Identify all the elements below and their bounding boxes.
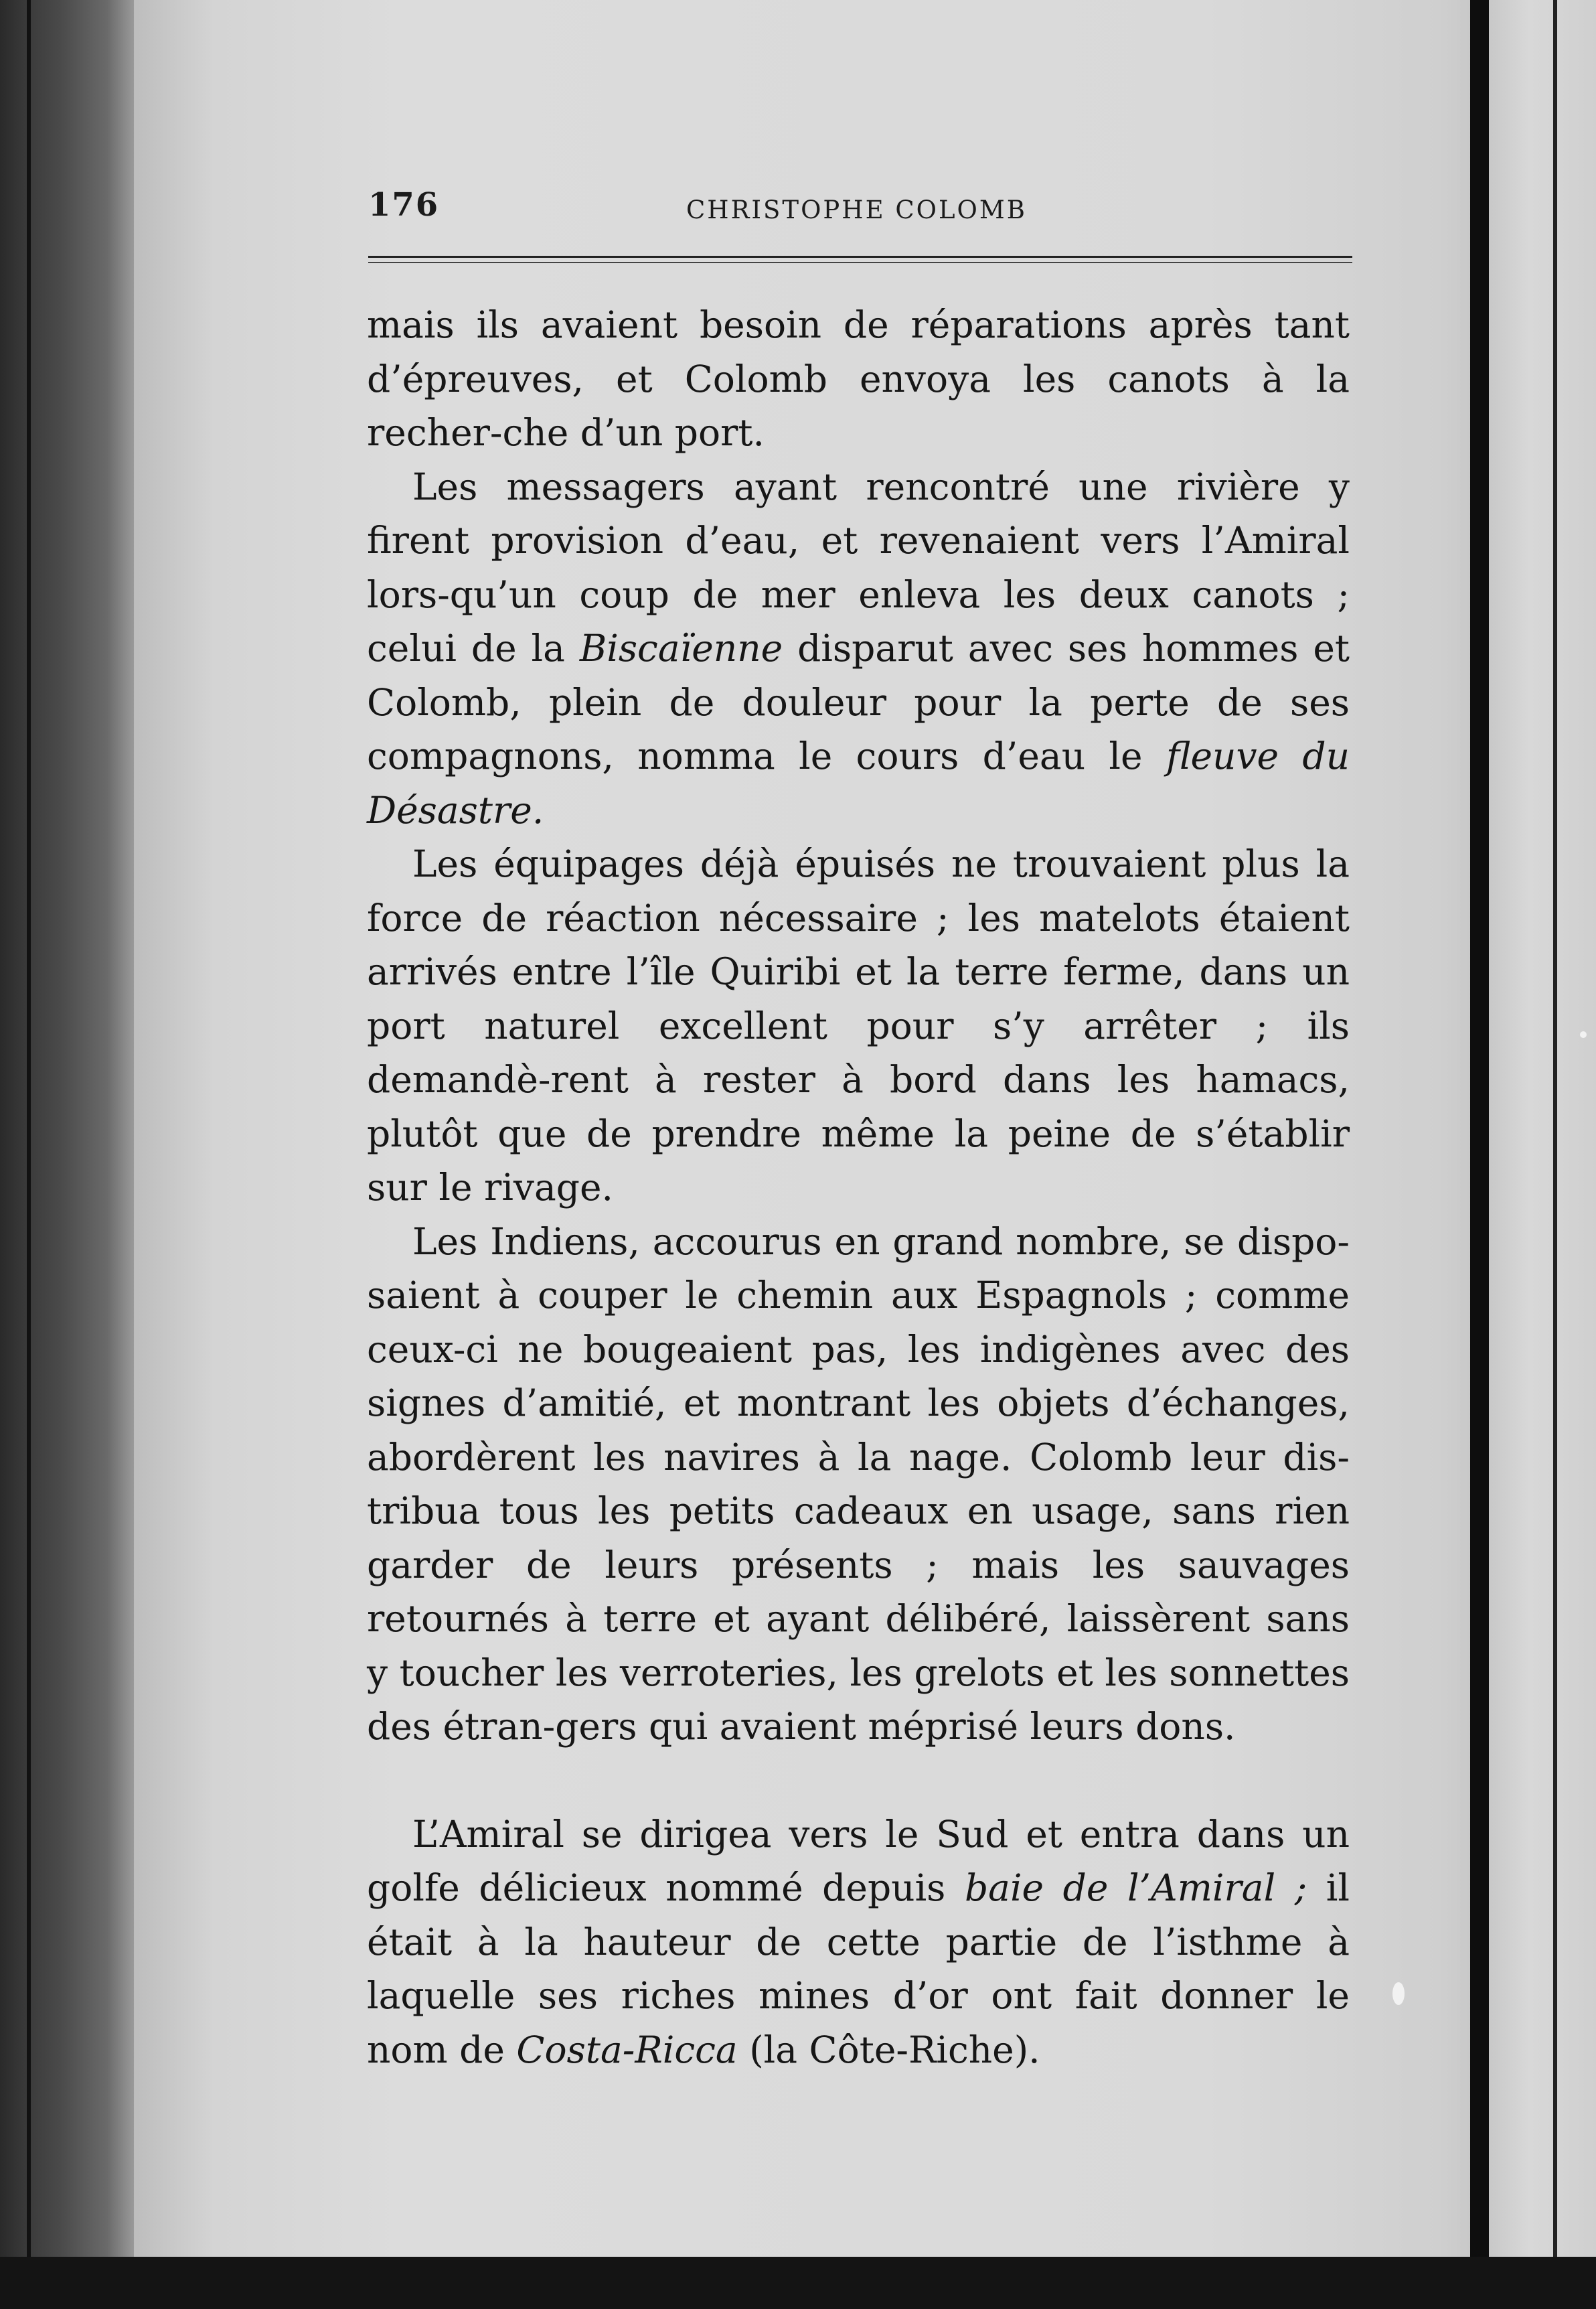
- paragraph: [367, 460, 1350, 838]
- facing-page-line: [1553, 0, 1557, 2309]
- scan-speck: [1392, 1982, 1405, 2005]
- paragraph: [367, 1807, 1350, 2077]
- paragraph: [367, 298, 1350, 460]
- book-binding-shadow: [0, 0, 147, 2309]
- italic-segment: baie de l’Amiral ;: [964, 1866, 1307, 1909]
- page-gutter-right: [1470, 0, 1489, 2309]
- text-segment: (la Côte-Riche).: [737, 2028, 1040, 2071]
- italic-segment: Costa-Ricca: [516, 2028, 738, 2071]
- text-segment: Les messagers ayant rencontré une rivière y firent provision d’eau, et revenaient vers l’Amiral lors-qu’un coup de mer enleva les deux canots ; celui de la: [367, 465, 1350, 670]
- running-title: CHRISTOPHE COLOMB: [686, 196, 1027, 224]
- body-text: [367, 298, 1350, 2077]
- scan-speck: [1580, 1031, 1587, 1038]
- text-segment: mais ils avaient besoin de réparations après tant d’épreuves, et Colomb envoya les canots à la recher-che d’un port.: [367, 303, 1350, 454]
- paragraph: [367, 1215, 1350, 1754]
- header-rule: [368, 256, 1352, 263]
- running-head: [368, 186, 1352, 240]
- text-segment: Les Indiens, accourus en grand nombre, se dispo-saient à couper le chemin aux Espagnols ; comme ceux-ci ne bougeaient pas, les indigènes avec des signes d’amitié, et montrant les objets d’échanges, abordèrent les navires à la nage. Colomb leur dis-tribua tous les petits cadeaux en usage, sans rien garder de leurs présents ; mais les sauvages retournés à terre et ayant délibéré, laissèrent sans y toucher les verroteries, les grelots et les sonnettes des étran-gers qui avaient méprisé leurs dons.: [367, 1219, 1350, 1748]
- text-segment: L’Amiral se dirigea vers le Sud et entra dans un golfe délicieux nommé depuis: [367, 1812, 1350, 1909]
- text-segment: il était à la hauteur de cette partie de l’isthme à laquelle ses riches mines d’or ont fait donner le nom de: [367, 1866, 1350, 2071]
- text-segment: Les équipages déjà épuisés ne trouvaient plus la force de réaction nécessaire ; les matelots étaient arrivés entre l’île Quiribi et la terre ferme, dans un port naturel excellent pour s’y arrêter ; ils demandè-rent à rester à bord dans les hamacs, plutôt que de prendre même la peine de s’établir sur le rivage.: [367, 842, 1350, 1209]
- facing-page-edge: [1489, 0, 1596, 2309]
- italic-segment: fleuve du Désastre.: [367, 735, 1350, 832]
- binding-edge-line: [27, 0, 31, 2309]
- page-number: 176: [368, 186, 440, 224]
- text-segment: disparut avec ses hommes et Colomb, plein de douleur pour la perte de ses compagnons, nomma le cours d’eau le: [367, 627, 1350, 777]
- paragraph: [367, 837, 1350, 1215]
- scan-bottom-border: [0, 2257, 1596, 2309]
- italic-segment: Biscaïenne: [579, 627, 783, 670]
